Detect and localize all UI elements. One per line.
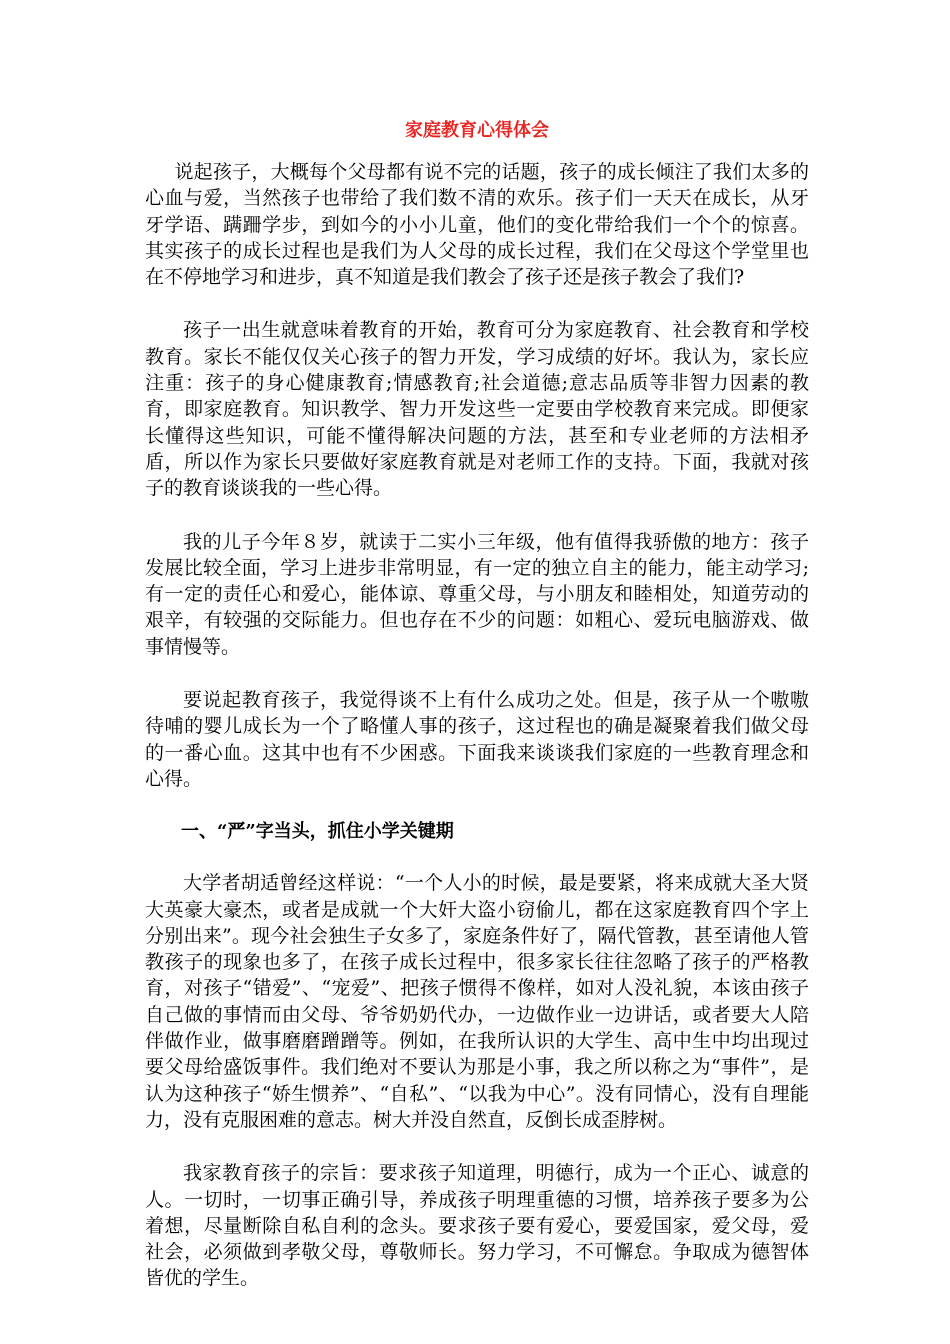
document-title: 家庭教育心得体会 (405, 120, 549, 141)
section-heading: 一、“严”字当头，抓住小学关键期 (181, 821, 454, 843)
paragraph-experience: 要说起教育孩子，我觉得谈不上有什么成功之处。但是，孩子从一个嗷嗷待哺的婴儿成长为一个了略懂人事的孩子，这过程也的确是凝聚着我们做父母的一番心血。这其中也有不少困惑。下面我来谈谈我们家庭的一些教育理念和心得。 (145, 689, 809, 790)
paragraph-hu-shi: 大学者胡适曾经这样说：“一个人小的时候，最是要紧，将来成就大圣大贤大英豪大豪杰，或者是成就一个大奸大盗小窃偷儿，都在这家庭教育四个字上分别出来”。现今社会独生子女多了，家庭条件好了，隔代管教，甚至请他人管教孩子的现象也多了，在孩子成长过程中，很多家长往往忽略了孩子的严格教育，对孩子“错爱”、“宠爱”、把孩子惯得不像样，如对人没礼貌，本该由孩子自己做的事情而由父母、爷爷奶奶代办，一边做作业一边讲话，或者要大人陪伴做作业，做事磨磨蹭蹭等。例如，在我所认识的大学生、高中生中均出现过要父母给盛饭事件。我们绝对不要认为那是小事，我之所以称之为“事件”，是认为这种孩子“娇生惯养”、“自私”、“以我为中心”。没有同情心，没有自理能力，没有克服困难的意志。树大并没自然直，反倒长成歪脖树。 (145, 872, 809, 1131)
paragraph-intro: 说起孩子，大概每个父母都有说不完的话题，孩子的成长倾注了我们太多的心血与爱，当然孩子也带给了我们数不清的欢乐。孩子们一天天在成长，从牙牙学语、蹒跚学步，到如今的小小儿童，他们的变化带给我们一个个的惊喜。其实孩子的成长过程也是我们为人父母的成长过程，我们在父母这个学堂里也在不停地学习和进步，真不知道是我们教会了孩子还是孩子教会了我们? (145, 161, 809, 289)
paragraph-family-principle: 我家教育孩子的宗旨：要求孩子知道理，明德行，成为一个正心、诚意的人。一切时，一切事正确引导，养成孩子明理重德的习惯，培养孩子要多为公着想，尽量断除自私自利的念头。要求孩子要有爱心，要爱国家，爱父母，爱社会，必须做到孝敬父母，尊敬师长。努力学习，不可懈怠。争取成为德智体皆优的学生。 (145, 1162, 809, 1290)
document-page (145, 118, 809, 1319)
paragraph-education-start: 孩子一出生就意味着教育的开始，教育可分为家庭教育、社会教育和学校教育。家长不能仅仅关心孩子的智力开发，学习成绩的好坏。我认为，家长应注重：孩子的身心健康教育;情感教育;社会道德;意志品质等非智力因素的教育，即家庭教育。知识教学、智力开发这些一定要由学校教育来完成。即便家长懂得这些知识，可能不懂得解决问题的方法，甚至和专业老师的方法相矛盾，所以作为家长只要做好家庭教育就是对老师工作的支持。下面，我就对孩子的教育谈谈我的一些心得。 (145, 319, 809, 500)
paragraph-son: 我的儿子今年８岁，就读于二实小三年级，他有值得我骄傲的地方：孩子发展比较全面，学习上进步非常明显，有一定的独立自主的能力，能主动学习;有一定的责任心和爱心，能体谅、尊重父母，与小朋友和睦相处，知道劳动的艰辛，有较强的交际能力。但也存在不少的问题：如粗心、爱玩电脑游戏、做事情慢等。 (145, 530, 809, 658)
